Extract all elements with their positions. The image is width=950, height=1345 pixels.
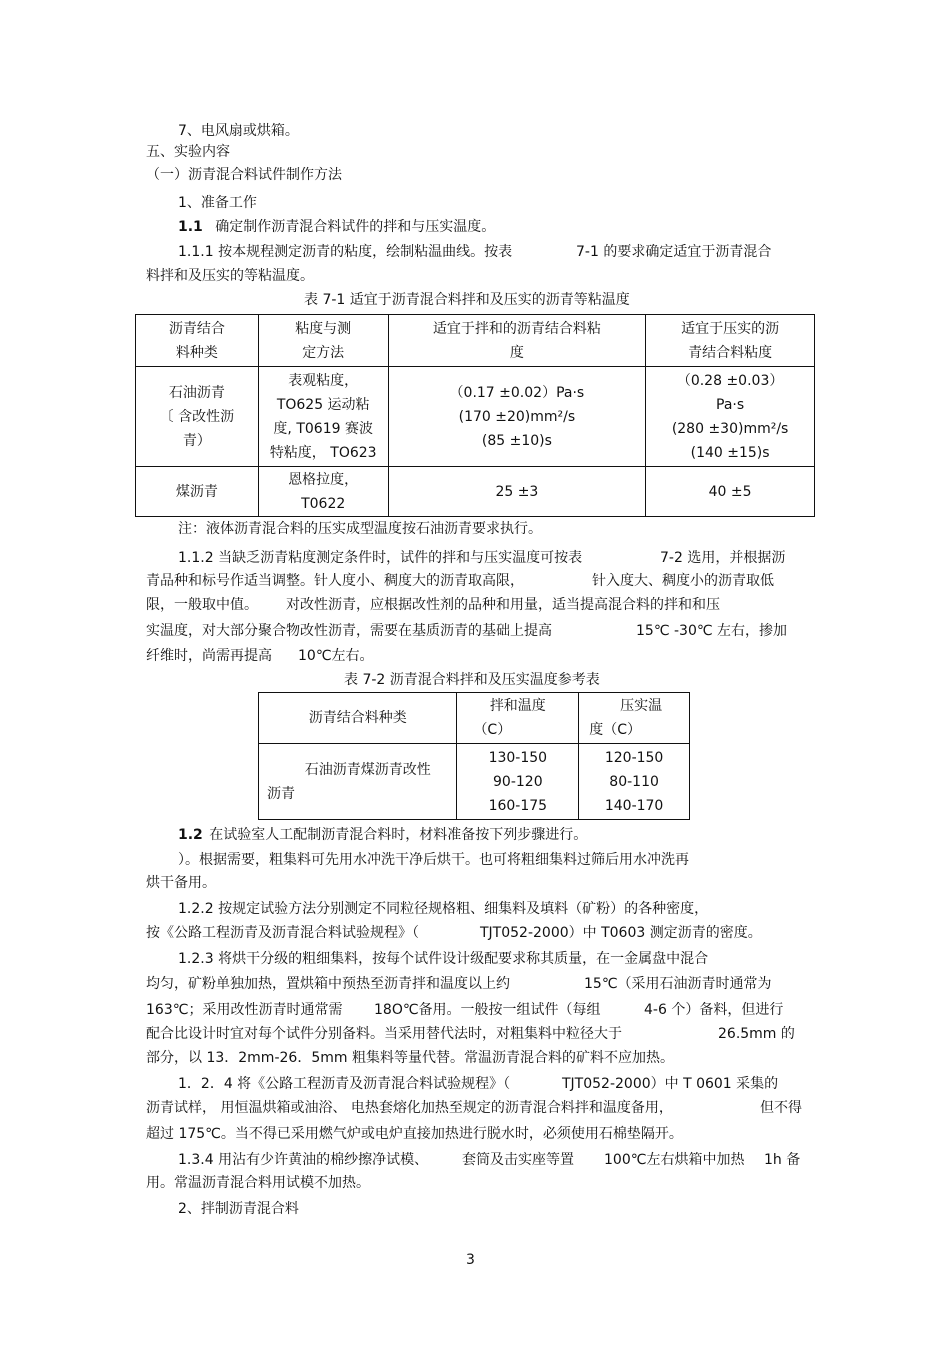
table-cell [457,744,579,820]
text-line: 但不得 [760,1100,802,1116]
text-line: 用。常温沥青混合料用试模不加热。 [146,1175,370,1191]
text-line: 青品种和标号作适当调整。针人度小、稠度大的沥青取高限， [146,573,524,589]
table-cell [258,367,388,467]
cell-text: 〔 含改性沥 [159,408,235,425]
table-cell: 煤沥青 [136,467,259,517]
text-line: 限，一般取中值。 [146,597,258,613]
cell-text: TO625 运动粘 [276,396,370,413]
header-text: 沥青结合 [168,320,225,337]
cell-text: 特粘度， TO623 [269,444,377,461]
text-line: 部分，以 13．2mm-26．5mm 粗集料等量代替。常温沥青混合料的矿料不应加热。 [146,1050,674,1066]
cell-text: 沥青 [267,785,295,802]
step-heading: 1、准备工作 [178,195,257,211]
cell-text: 80-110 [609,773,659,790]
text-line: ）。根据需要，粗集料可先用水冲洗干净后烘干。也可将粗细集料过筛后用水冲洗再 [178,852,689,868]
text-line: 实温度，对大部分聚合物改性沥青，需要在基质沥青的基础上提高 [146,623,552,639]
header-text: 度（C） [589,722,641,738]
clause-text: 在试验室人工配制沥青混合料时，材料准备按下列步骤进行。 [209,827,588,843]
table-header-row [259,693,690,744]
clause-number: 1.1 [178,219,203,235]
table-row [259,744,690,820]
text-line: 纤维时，尚需再提高 [146,648,272,664]
table-caption: 表 7-1 适宜于沥青混合料拌和及压实的沥青等粘温度 [304,292,630,308]
header-text: 适宜于压实的沥 [681,320,780,337]
text-line: 1.3.4 用沾有少许黄油的棉纱擦净试模、 [178,1152,429,1168]
header-text: 青结合料粘度 [688,344,773,361]
clause-text: 确定制作沥青混合料试件的拌和与压实温度。 [215,219,496,235]
temperature-table [258,692,690,820]
table-row [136,467,815,517]
table-cell [259,744,457,820]
text-line: 1.1.1 按本规程测定沥青的粘度，绘制粘温曲线。按表 [178,244,513,260]
text-line: 套筒及击实座等置 [462,1152,574,1168]
table-note: 注：液体沥青混合料的压实成型温度按石油沥青要求执行。 [178,521,542,537]
table-cell: 25 ±3 [388,467,646,517]
text-line: 配合比设计时宜对每个试件分别备料。当采用替代法时，对粗集料中粒径大于 [146,1026,622,1042]
table-caption: 表 7-2 沥青混合料拌和及压实温度参考表 [344,672,600,688]
cell-text: (85 ±10)s [481,432,552,449]
text-line: 烘干备用。 [146,875,216,891]
cell-text: （0.28 ±0.03） [676,372,784,389]
header-text: 定方法 [302,344,345,361]
text-line [178,218,495,236]
text-line: 10℃左右。 [298,648,374,664]
text-line: 按《公路工程沥青及沥青混合料试验规程》（ [146,925,419,941]
cell-text: 恩格拉度， [288,471,359,488]
clause-number: 1.2 [178,827,203,843]
cell-text: 90-120 [493,773,543,790]
header-text: （C） [473,722,512,738]
header-text: 拌和温度 [489,698,546,714]
header-text: 度 [509,344,524,361]
text-line: 1.1.2 当缺乏沥青粘度测定条件时，试件的拌和与压实温度可按表 [178,550,583,566]
text-line: 7、电风扇或烘箱。 [178,123,299,139]
cell-text: （0.17 ±0.02）Pa·s [449,384,585,401]
cell-text: 石油沥青煤沥青改性 [304,761,431,778]
cell-text: T0622 [301,495,346,512]
viscosity-table [135,314,815,517]
cell-text: 石油沥青 [168,384,225,401]
table-cell [388,367,646,467]
text-line: 均匀，矿粉单独加热，置烘箱中预热至沥青拌和温度以上约 [146,976,510,992]
page-number: 3 [466,1252,475,1268]
text-line: 7-2 选用，并根据沥 [660,550,786,566]
text-line: 1.2.2 按规定试验方法分别测定不同粒径规格粗、细集料及填料（矿粉）的各种密度， [178,901,709,917]
table-cell [646,367,815,467]
header-cell: 沥青结合料种类 [259,693,457,744]
header-cell [579,693,690,744]
header-text: 粘度与测 [295,320,352,337]
subsection-heading: （一）沥青混合料试件制作方法 [146,167,342,183]
text-line: 4-6 个）备料，但进行 [644,1002,784,1018]
text-line: 料拌和及压实的等粘温度。 [146,268,314,284]
table-cell: 40 ±5 [646,467,815,517]
header-text: 压实温 [620,698,663,714]
table-cell [579,744,690,820]
text-line: 1．2．4 将《公路工程沥青及沥青混合料试验规程》（ [178,1076,511,1092]
table-cell [258,467,388,517]
cell-text: Pa·s [716,396,745,413]
text-line: TJT052-2000）中 T0603 测定沥青的密度。 [480,925,762,941]
header-text: 料种类 [175,344,218,361]
cell-text: 表观粘度， [288,372,359,389]
table-cell [136,367,259,467]
table-row [136,367,815,467]
cell-text: 140-170 [604,797,664,814]
header-text: 适宜于拌和的沥青结合料粘 [432,320,601,337]
text-line: 26.5mm 的 [718,1026,795,1042]
text-line: 15℃（采用石油沥青时通常为 [584,976,772,992]
text-line: 1h 备 [764,1152,801,1168]
text-line: 163℃；采用改性沥青时通常需 [146,1002,343,1018]
text-line: 1.2.3 将烘干分级的粗细集料，按每个试件设计级配要求称其质量，在一金属盘中混合 [178,951,709,967]
header-cell [258,315,388,367]
text-line: 沥青试样， 用恒温烘箱或油浴、 电热套熔化加热至规定的沥青混合料拌和温度备用， [146,1100,673,1116]
table-header-row [136,315,815,367]
header-cell [646,315,815,367]
header-cell [457,693,579,744]
text-line: 7-1 的要求确定适宜于沥青混合 [576,244,772,260]
text-line: 18O℃备用。一般按一组试件（每组 [374,1002,601,1018]
cell-text: (170 ±20)mm²/s [458,408,576,425]
text-line: 15℃ -30℃ 左右，掺加 [636,623,788,639]
header-cell [136,315,259,367]
cell-text: (280 ±30)mm²/s [671,420,789,437]
text-line: TJT052-2000）中 T 0601 采集的 [562,1076,779,1092]
cell-text: 度, T0619 赛波 [273,420,373,437]
section-heading: 五、实验内容 [146,144,230,160]
text-line: 针入度大、稠度小的沥青取低 [592,573,774,589]
text-line: 100℃左右烘箱中加热 [604,1152,745,1168]
cell-text: 120-150 [604,749,664,766]
cell-text: 青） [182,432,211,449]
text-line: 对改性沥青，应根据改性剂的品种和用量，适当提高混合料的拌和和压 [286,597,720,613]
text-line: 超过 175℃。当不得已采用燃气炉或电炉直接加热进行脱水时，必须使用石棉垫隔开。 [146,1126,683,1142]
text-line [178,826,587,844]
cell-text: 160-175 [488,797,548,814]
header-cell [388,315,646,367]
cell-text: 130-150 [488,749,548,766]
step-heading: 2、拌制沥青混合料 [178,1201,299,1217]
cell-text: (140 ±15)s [690,444,770,461]
